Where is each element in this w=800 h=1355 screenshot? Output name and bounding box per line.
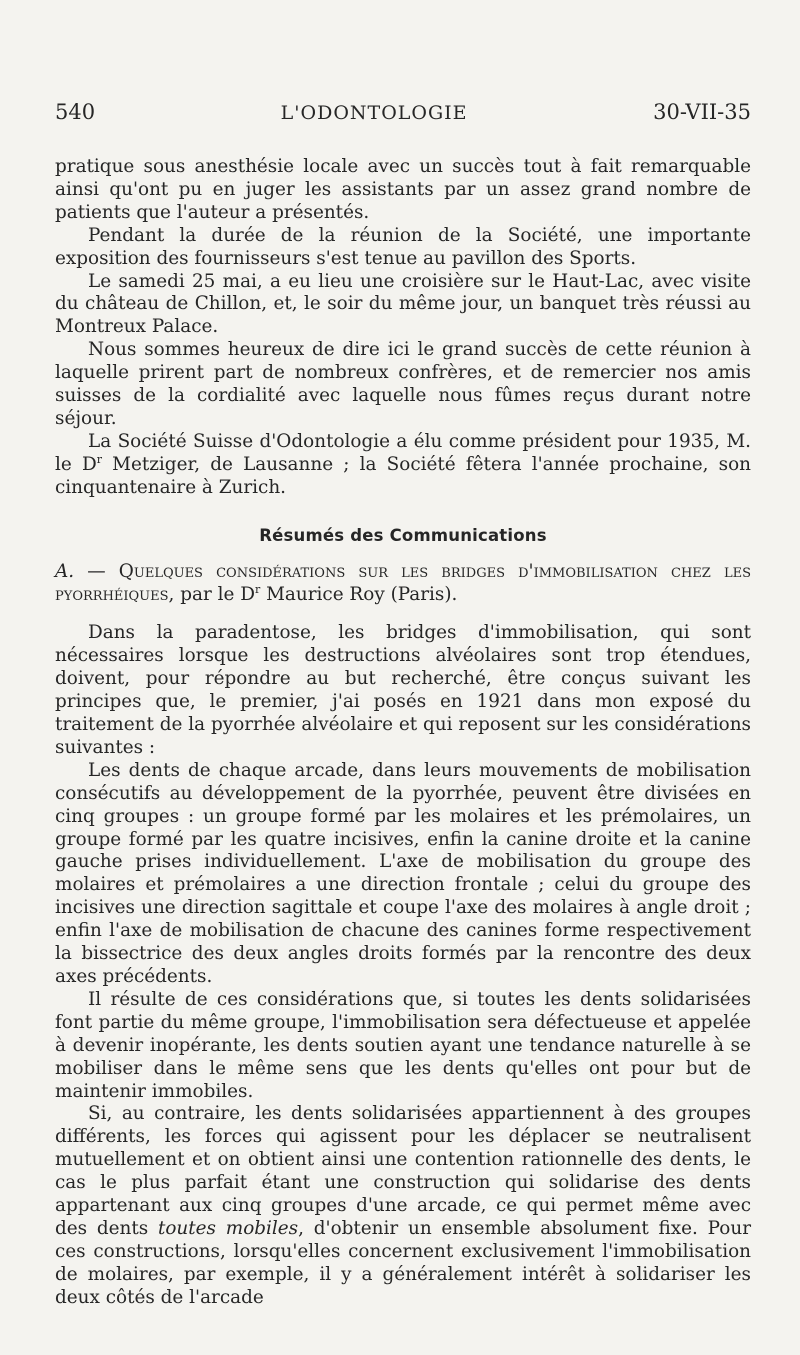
emphasis: toutes mobiles: [157, 1217, 299, 1239]
text-run: La Société Suisse d'Odontologie a élu comme président pour 1935, M. le D: [55, 430, 751, 475]
paragraph: pratique sous anesthésie locale avec un succès tout à fait remarquable ainsi qu'ont pu en juger les assistants par un assez grand nombre de patients que l'auteur a présentés.: [55, 156, 751, 223]
paragraph: Dans la paradentose, les bridges d'immobilisation, qui sont nécessaires lorsque les destructions alvéolaires sont trop étendues, doivent, pour répondre au but recherché, être conçus suivant les principes que, le premier, j'ai posés en 1921 dans mon exposé du traitement de la pyorrhée alvéolaire et qui reposent sur les considérations suivantes :: [55, 622, 751, 758]
text-run: Si, au contraire, les dents solidarisées appartiennent à des groupes différents, les forces qui agissent pour les déplacer se neutralisent mutuellement et on obtient ainsi une contention rationnelle des dents, le cas le plus parfait étant une construction qui solidarise des dents appartenant aux cinq groupes d'une arcade, ce qui permet même avec des dents: [55, 1103, 751, 1239]
body-text: [55, 622, 751, 1309]
paragraph: Nous sommes heureux de dire ici le grand succès de cette réunion à laquelle prirent part de nombreux confrères, et de remercier nos amis suisses de la cordialité avec laquelle nous fûmes reçus durant notre séjour.: [55, 339, 751, 429]
paragraph: [55, 1103, 751, 1309]
paragraph: Il résulte de ces considérations que, si toutes les dents solidarisées font partie du même groupe, l'immobilisation sera défectueuse et appelée à devenir inopérante, les dents soutien ayant une tendance naturelle à se mobiliser dans le même sens que les dents qu'elles ont pour but de maintenir immobiles.: [55, 988, 751, 1102]
byline: , par le D: [168, 583, 255, 605]
page-number: 540: [55, 100, 96, 124]
intro-text: [55, 156, 751, 500]
text-run: , d'obtenir un ensemble absolument fixe. Pour ces constructions, lorsqu'elles concernent exclusivement l'immobilisation de molaires, par exemple, il y a généralement intérêt à solidariser les deux côtés de l'arcade: [55, 1217, 751, 1308]
journal-page: [55, 100, 751, 1310]
communication-title: Quelques considérations sur les bridges d'immobilisation chez les pyorrhéiques: [55, 560, 751, 605]
section-title: Résumés des Communications: [259, 525, 547, 545]
paragraph: [55, 431, 751, 500]
dash: —: [74, 560, 119, 582]
paragraph: Pendant la durée de la réunion de la Société, une importante exposition des fournisseurs s'est tenue au pavillon des Sports.: [55, 224, 751, 269]
journal-title: L'ODONTOLOGIE: [280, 102, 468, 124]
superscript: r: [254, 582, 261, 596]
communication-letter: A.: [55, 560, 75, 582]
superscript: r: [96, 452, 102, 466]
communication-heading: [55, 561, 751, 607]
paragraph: Le samedi 25 mai, a eu lieu une croisière sur le Haut-Lac, avec visite du château de Chillon, et, le soir du même jour, un banquet très réussi au Montreux Palace.: [55, 270, 751, 338]
issue-date: 30-VII-35: [653, 100, 751, 124]
author: Maurice Roy (Paris).: [260, 583, 458, 605]
paragraph: Les dents de chaque arcade, dans leurs mouvements de mobilisation consécutifs au développement de la pyorrhée, peuvent être divisées en cinq groupes : un groupe formé par les molaires et les prémolaires, un groupe formé par les quatre incisives, enfin la canine droite et la canine gauche prises individuellement. L'axe de mobilisation du groupe des molaires et prémolaires a une direction frontale ; celui du groupe des incisives une direction sagittale et coupe l'axe des molaires à angle droit ; enfin l'axe de mobilisation de chacune des canines forme respectivement la bissectrice des deux angles droits formés par la rencontre des deux axes précédents.: [55, 759, 751, 987]
text-run: Metziger, de Lausanne ; la Société fêtera l'année prochaine, son cinquantenaire à Zurich.: [55, 453, 751, 498]
running-head: [55, 100, 751, 130]
